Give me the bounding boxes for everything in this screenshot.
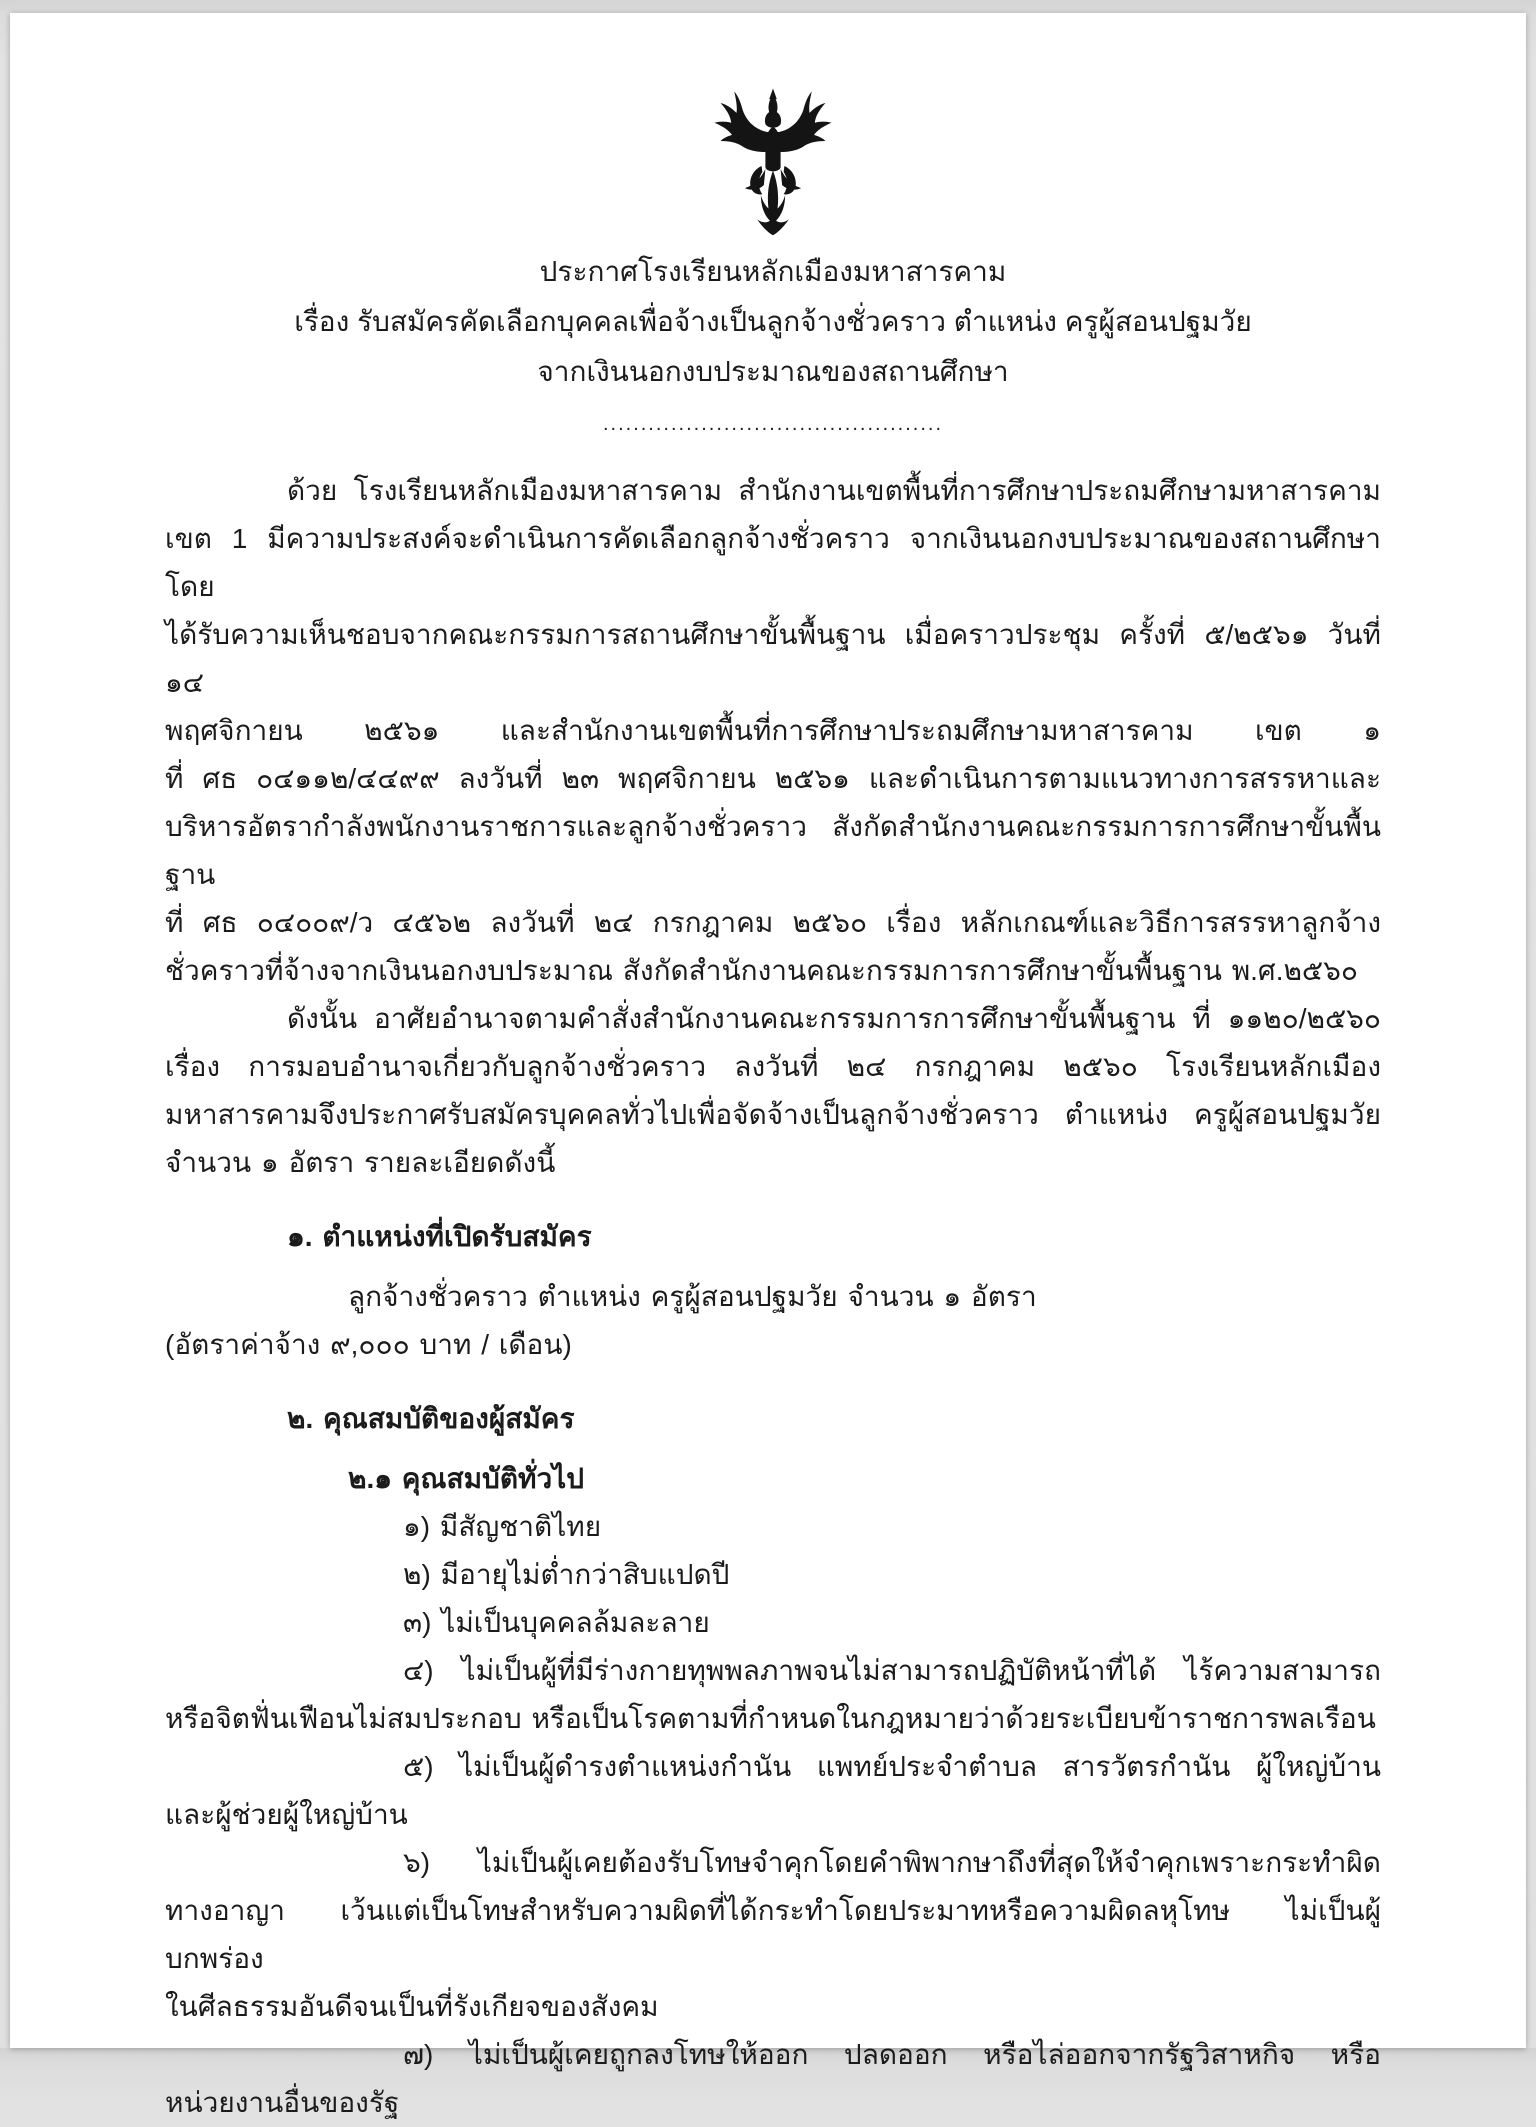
document-line: ๕) ไม่เป็นผู้ดำรงตำแหน่งกำนัน แพทย์ประจำตำบล สารวัตรกำนัน ผู้ใหญ่บ้าน (165, 1743, 1381, 1791)
document-body (165, 467, 1381, 2127)
document-line: ที่ ศธ ๐๔๑๑๒/๔๔๙๙ ลงวันที่ ๒๓ พฤศจิกายน ๒๕๖๑ และดำเนินการตามแนวทางการสรรหาและ (165, 755, 1381, 803)
document-line: ๒.๑ คุณสมบัติทั่วไป (165, 1455, 1381, 1503)
dotted-divider: ............................................. (165, 405, 1381, 443)
funding-source-line: จากเงินนอกงบประมาณของสถานศึกษา (165, 347, 1381, 397)
subject-line: เรื่อง รับสมัครคัดเลือกบุคคลเพื่อจ้างเป็นลูกจ้างชั่วคราว ตำแหน่ง ครูผู้สอนปฐมวัย (165, 297, 1381, 347)
document-line: ในศีลธรรมอันดีจนเป็นที่รังเกียจของสังคม (165, 1983, 1381, 2031)
document-line: ๑. ตำแหน่งที่เปิดรับสมัคร (165, 1213, 1381, 1261)
document-line: บริหารอัตรากำลังพนักงานราชการและลูกจ้างชั่วคราว สังกัดสำนักงานคณะกรรมการการศึกษาขั้นพื้นฐาน (165, 803, 1381, 899)
document-line: หน่วยงานอื่นของรัฐ (165, 2079, 1381, 2127)
document-line: ได้รับความเห็นชอบจากคณะกรรมการสถานศึกษาขั้นพื้นฐาน เมื่อคราวประชุม ครั้งที่ ๕/๒๕๖๑ วันที่ ๑๔ (165, 611, 1381, 707)
document-line: ลูกจ้างชั่วคราว ตำแหน่ง ครูผู้สอนปฐมวัย จำนวน ๑ อัตรา (165, 1273, 1381, 1321)
announcement-title: ประกาศโรงเรียนหลักเมืองมหาสารคาม (165, 247, 1381, 297)
document-line: ๗) ไม่เป็นผู้เคยถูกลงโทษให้ออก ปลดออก หรือไล่ออกจากรัฐวิสาหกิจ หรือ (165, 2031, 1381, 2079)
document-line: ที่ ศธ ๐๔๐๐๙/ว ๔๕๖๒ ลงวันที่ ๒๔ กรกฎาคม ๒๕๖๐ เรื่อง หลักเกณฑ์และวิธีการสรรหาลูกจ้าง (165, 899, 1381, 947)
document-line: ๑) มีสัญชาติไทย (165, 1503, 1381, 1551)
garuda-emblem-icon (697, 87, 849, 239)
document-line: เรื่อง การมอบอำนาจเกี่ยวกับลูกจ้างชั่วคราว ลงวันที่ ๒๔ กรกฎาคม ๒๕๖๐ โรงเรียนหลักเมือง (165, 1043, 1381, 1091)
document-line: ทางอาญา เว้นแต่เป็นโทษสำหรับความผิดที่ได้กระทำโดยประมาทหรือความผิดลหุโทษ ไม่เป็นผู้บกพร่อง (165, 1887, 1381, 1983)
document-line: หรือจิตฟั่นเฟือนไม่สมประกอบ หรือเป็นโรคตามที่กำหนดในกฎหมายว่าด้วยระเบียบข้าราชการพลเรือน (165, 1695, 1381, 1743)
document-line: ๖) ไม่เป็นผู้เคยต้องรับโทษจำคุกโดยคำพิพากษาถึงที่สุดให้จำคุกเพราะกระทำผิด (165, 1839, 1381, 1887)
document-line: ด้วย โรงเรียนหลักเมืองมหาสารคาม สำนักงานเขตพื้นที่การศึกษาประถมศึกษามหาสารคาม (165, 467, 1381, 515)
document-line: ดังนั้น อาศัยอำนาจตามคำสั่งสำนักงานคณะกรรมการการศึกษาขั้นพื้นฐาน ที่ ๑๑๒๐/๒๕๖๐ (165, 995, 1381, 1043)
document-line: ๒) มีอายุไม่ต่ำกว่าสิบแปดปี (165, 1551, 1381, 1599)
document-line: เขต 1 มีความประสงค์จะดำเนินการคัดเลือกลูกจ้างชั่วคราว จากเงินนอกงบประมาณของสถานศึกษา โดย (165, 515, 1381, 611)
document-line: มหาสารคามจึงประกาศรับสมัครบุคคลทั่วไปเพื่อจัดจ้างเป็นลูกจ้างชั่วคราว ตำแหน่ง ครูผู้สอนปฐมวัย (165, 1091, 1381, 1139)
document-line: ชั่วคราวที่จ้างจากเงินนอกงบประมาณ สังกัดสำนักงานคณะกรรมการการศึกษาขั้นพื้นฐาน พ.ศ.๒๕๖๐ (165, 947, 1381, 995)
document-line: พฤศจิกายน ๒๕๖๑ และสำนักงานเขตพื้นที่การศึกษาประถมศึกษามหาสารคาม เขต ๑ (165, 707, 1381, 755)
document-paper (10, 13, 1526, 2048)
document-line: ๓) ไม่เป็นบุคคลล้มละลาย (165, 1599, 1381, 1647)
document-line: จำนวน ๑ อัตรา รายละเอียดดังนี้ (165, 1139, 1381, 1187)
document-line: ๔) ไม่เป็นผู้ที่มีร่างกายทุพพลภาพจนไม่สามารถปฏิบัติหน้าที่ได้ ไร้ความสามารถ (165, 1647, 1381, 1695)
document-line: และผู้ช่วยผู้ใหญ่บ้าน (165, 1791, 1381, 1839)
document-line: ๒. คุณสมบัติของผู้สมัคร (165, 1395, 1381, 1443)
document-line: (อัตราค่าจ้าง ๙,๐๐๐ บาท / เดือน) (165, 1321, 1381, 1369)
